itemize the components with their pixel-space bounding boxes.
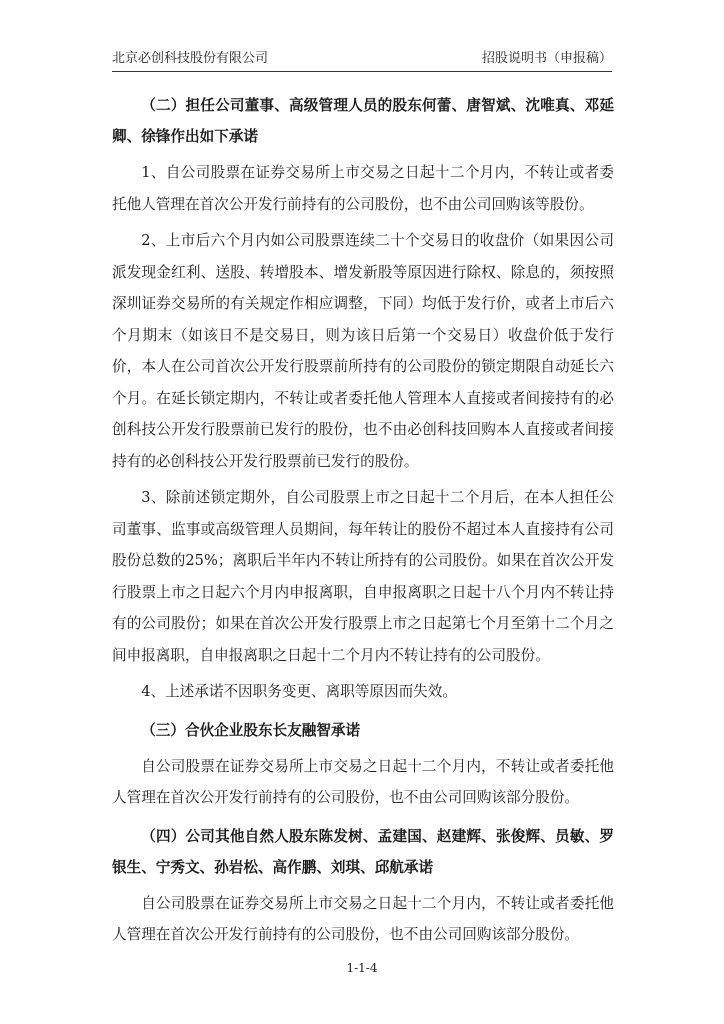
paragraph: 2、上市后六个月内如公司股票连续二十个交易日的收盘价（如果因公司派发现金红利、送股、转增股本、增发新股等原因进行除权、除息的，须按照深圳证券交易所的有关规定作相应调整，下同）均低于发行价，或者上市后六个月期末（如该日不是交易日，则为该日后第一个交易日）收盘价低于发行价，本人在公司首次公开发行股票前所持有的公司股份的锁定期限自动延长六个月。在延长锁定期内，不转让或者委托他人管理本人直接或者间接持有的必创科技公开发行股票前已发行的股份，也不由必创科技回购本人直接或者间接持有的必创科技公开发行股票前已发行的股份。: [112, 232, 614, 470]
page-number: 1-1-4: [346, 961, 378, 975]
paragraph: 自公司股票在证券交易所上市交易之日起十二个月内，不转让或者委托他人管理在首次公开发行前持有的公司股份，也不由公司回购该部分股份。: [112, 757, 614, 806]
header-document-title: 招股说明书（申报稿）: [481, 51, 612, 66]
section-heading-4: （四）公司其他自然人股东陈发树、孟建国、赵建辉、张俊辉、员敏、罗银生、宁秀文、孙岩松、高作鹏、刘琪、邱航承诺: [112, 827, 614, 876]
page-header: [112, 49, 612, 72]
section-heading-3: （三）合伙企业股东长友融智承诺: [141, 721, 361, 739]
paragraph: 3、除前述锁定期外，自公司股票上市之日起十二个月后，在本人担任公司董事、监事或高级管理人员期间，每年转让的股份不超过本人直接持有公司股份总数的25%；离职后半年内不转让所持有的公司股份。如果在首次公开发行股票上市之日起六个月内申报离职，自申报离职之日起十八个月内不转让持有的公司股份；如果在首次公开发行股票上市之日起第七个月至第十二个月之间申报离职，自申报离职之日起十二个月内不转让持有的公司股份。: [112, 489, 614, 664]
header-company-name: 北京必创科技股份有限公司: [112, 51, 269, 66]
section-heading-2: （二）担任公司董事、高级管理人员的股东何蕾、唐智斌、沈唯真、邓延卿、徐锋作出如下承诺: [112, 97, 614, 145]
paragraph: 1、自公司股票在证券交易所上市交易之日起十二个月内，不转让或者委托他人管理在首次公开发行前持有的公司股份，也不由公司回购该等股份。: [112, 164, 614, 213]
document-body: [112, 90, 614, 951]
paragraph: 自公司股票在证券交易所上市交易之日起十二个月内，不转让或者委托他人管理在首次公开发行前持有的公司股份，也不由公司回购该部分股份。: [112, 894, 614, 943]
paragraph: 4、上述承诺不因职务变更、离职等原因而失效。: [141, 683, 457, 700]
